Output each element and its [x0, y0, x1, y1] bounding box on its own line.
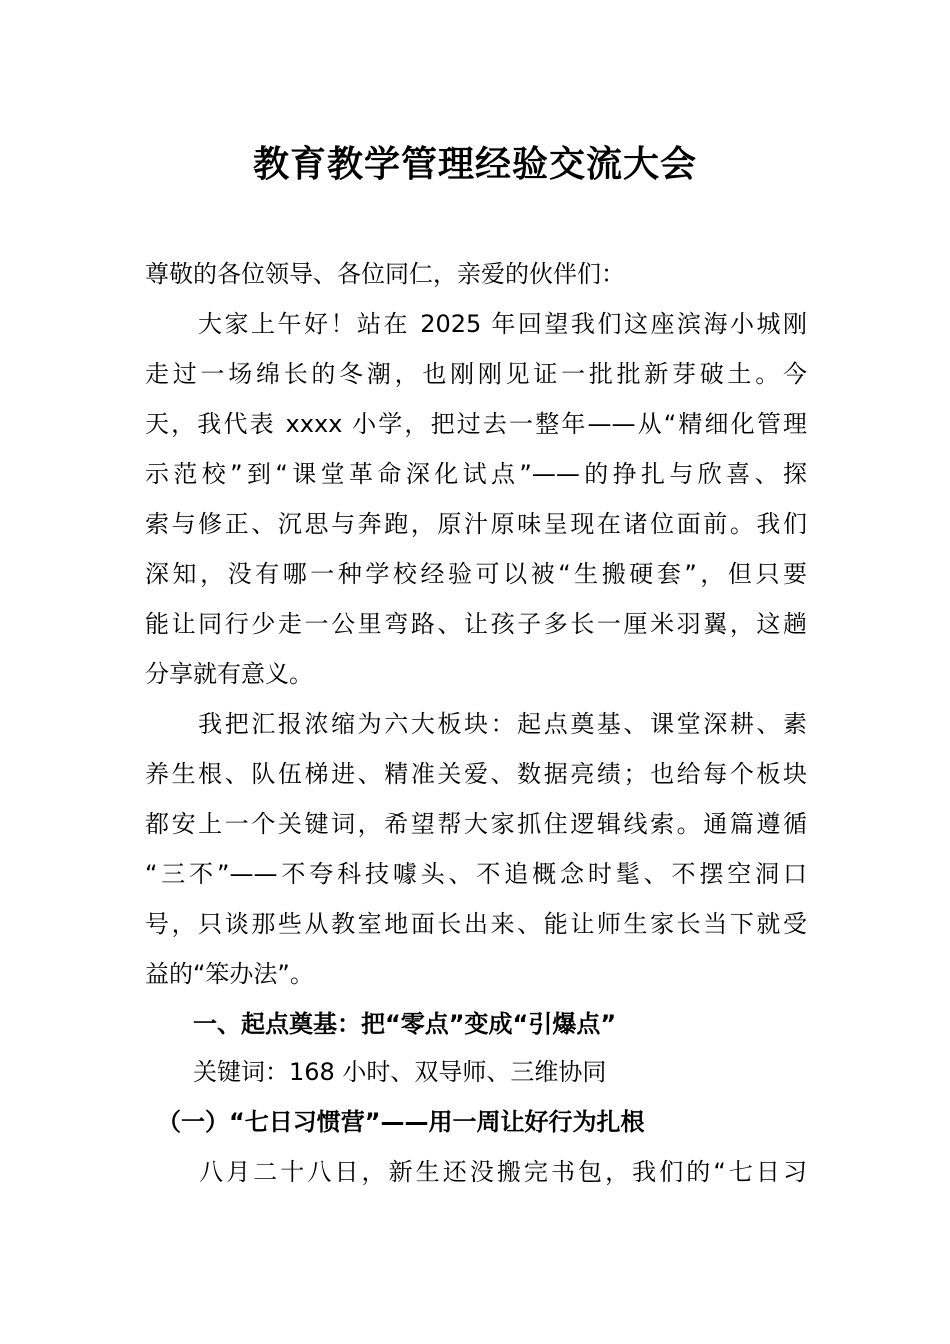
- paragraph-line: 养生根、队伍梯进、精准关爱、数据亮绩；也给每个板块: [145, 760, 807, 788]
- paragraph-line: 索与修正、沉思与奔跑，原汁原味呈现在诸位面前。我们: [145, 510, 807, 538]
- paragraph-line: 分享就有意义。: [145, 660, 313, 688]
- paragraph-line: 示范校”到“课堂革命深化试点”——的挣扎与欣喜、探: [145, 460, 807, 488]
- keywords-line: 关键词：168 小时、双导师、三维协同: [145, 1058, 607, 1086]
- paragraph-line: 走过一场绵长的冬潮，也刚刚见证一批批新芽破土。今: [145, 360, 807, 388]
- paragraph-line: 能让同行少走一公里弯路、让孩子多长一厘米羽翼，这趟: [145, 610, 807, 638]
- paragraph-line: 大家上午好！站在 2025 年回望我们这座滨海小城刚: [145, 310, 807, 338]
- paragraph-line: 我把汇报浓缩为六大板块：起点奠基、课堂深耕、素: [145, 710, 807, 738]
- paragraph-line: 天，我代表 xxxx 小学，把过去一整年——从“精细化管理: [145, 410, 807, 438]
- paragraph-line: 都安上一个关键词，希望帮大家抓住逻辑线索。通篇遵循: [145, 810, 807, 838]
- section-heading: 一、起点奠基：把“零点”变成“引爆点”: [145, 1010, 617, 1038]
- subsection-heading: （一）“七日习惯营”——用一周让好行为扎根: [145, 1108, 645, 1136]
- paragraph-line: “三不”——不夸科技噱头、不追概念时髦、不摆空洞口: [145, 860, 807, 888]
- paragraph-line: 深知，没有哪一种学校经验可以被“生搬硬套”，但只要: [145, 560, 807, 588]
- paragraph-line: 益的“笨办法”。: [145, 960, 314, 988]
- paragraph-line: 八月二十八日，新生还没搬完书包，我们的“七日习: [145, 1158, 807, 1186]
- document-title: 教育教学管理经验交流大会: [252, 144, 697, 185]
- paragraph-line: 号，只谈那些从教室地面长出来、能让师生家长当下就受: [145, 910, 807, 938]
- salutation: 尊敬的各位领导、各位同仁，亲爱的伙伴们：: [145, 260, 625, 288]
